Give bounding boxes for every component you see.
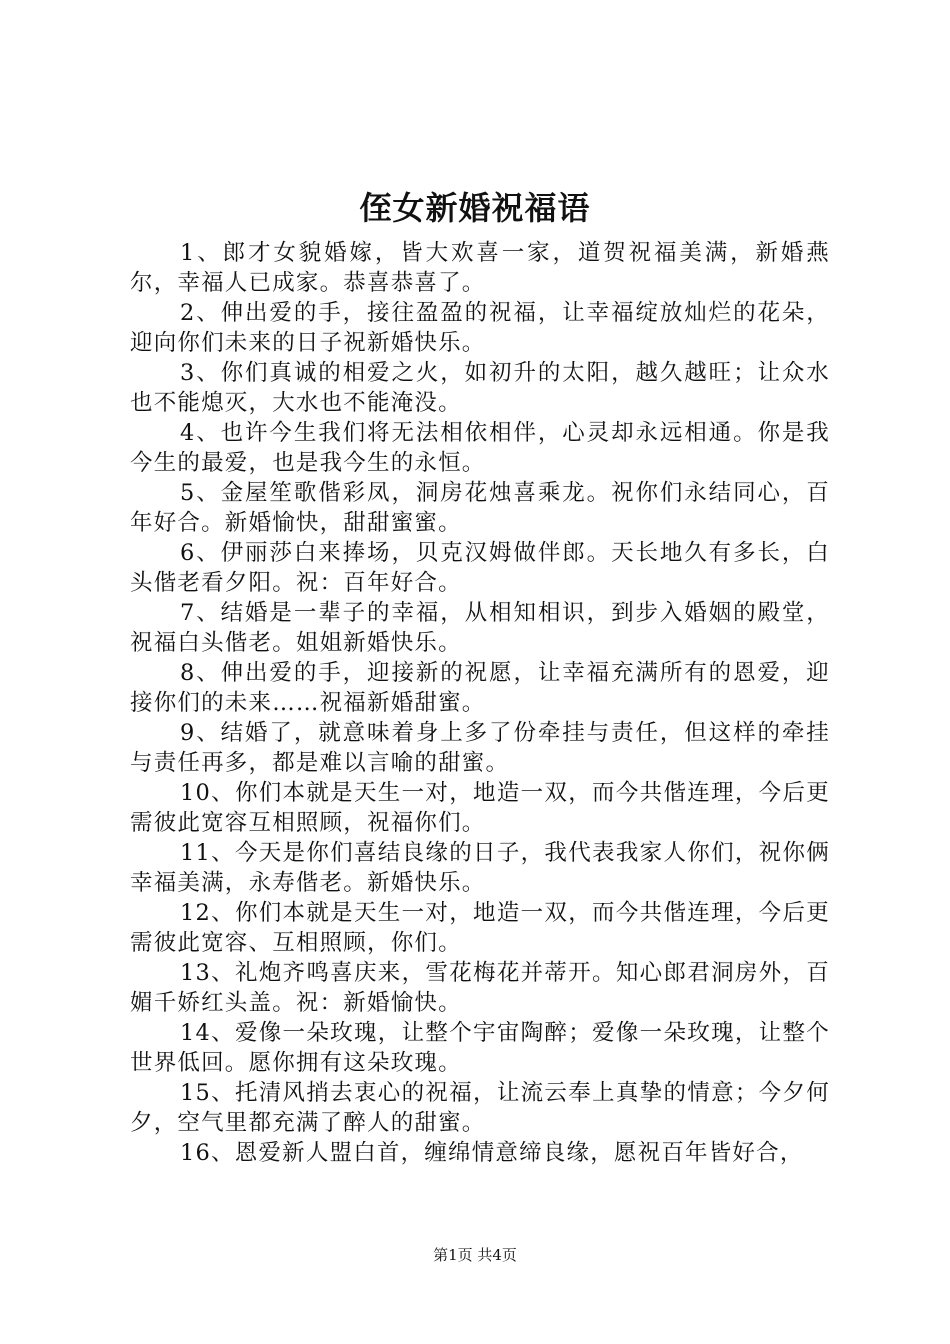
paragraph-7: 7、结婚是一辈子的幸福，从相知相识，到步入婚姻的殿堂，祝福白头偕老。姐姐新婚快乐。 — [130, 600, 830, 656]
paragraph-13: 13、礼炮齐鸣喜庆来，雪花梅花并蒂开。知心郎君洞房外，百媚千娇红头盖。祝：新婚愉快。 — [130, 960, 830, 1016]
paragraph-4: 4、也许今生我们将无法相依相伴，心灵却永远相通。你是我今生的最爱，也是我今生的永恒。 — [130, 420, 830, 476]
paragraph-12: 12、你们本就是天生一对，地造一双，而今共偕连理，今后更需彼此宽容、互相照顾，你们。 — [130, 900, 830, 956]
paragraph-8: 8、伸出爱的手，迎接新的祝愿，让幸福充满所有的恩爱，迎接你们的未来……祝福新婚甜蜜。 — [130, 660, 830, 716]
page-indicator: 第1页 共4页 — [433, 1246, 517, 1264]
paragraph-14: 14、爱像一朵玫瑰，让整个宇宙陶醉；爱像一朵玫瑰，让整个世界低回。愿你拥有这朵玫瑰。 — [130, 1020, 830, 1076]
paragraph-9: 9、结婚了，就意味着身上多了份牵挂与责任，但这样的牵挂与责任再多，都是难以言喻的甜蜜。 — [130, 720, 830, 776]
paragraph-16: 16、恩爱新人盟白首，缠绵情意缔良缘，愿祝百年皆好合， — [180, 1140, 804, 1166]
document-body — [130, 238, 830, 1168]
paragraph-5: 5、金屋笙歌偕彩凤，洞房花烛喜乘龙。祝你们永结同心，百年好合。新婚愉快，甜甜蜜蜜。 — [130, 480, 830, 536]
paragraph-15: 15、托清风捎去衷心的祝福，让流云奉上真挚的情意；今夕何夕，空气里都充满了醉人的甜蜜。 — [130, 1080, 830, 1136]
paragraph-10: 10、你们本就是天生一对，地造一双，而今共偕连理，今后更需彼此宽容互相照顾，祝福你们。 — [130, 780, 830, 836]
paragraph-1: 1、郎才女貌婚嫁，皆大欢喜一家，道贺祝福美满，新婚燕尔，幸福人已成家。恭喜恭喜了。 — [130, 240, 830, 296]
paragraph-2: 2、伸出爱的手，接往盈盈的祝福，让幸福绽放灿烂的花朵，迎向你们未来的日子祝新婚快乐。 — [130, 300, 830, 356]
document-title: 侄女新婚祝福语 — [359, 189, 591, 227]
paragraph-3: 3、你们真诚的相爱之火，如初升的太阳，越久越旺；让众水也不能熄灭，大水也不能淹没。 — [130, 360, 830, 416]
paragraph-11: 11、今天是你们喜结良缘的日子，我代表我家人你们，祝你俩幸福美满，永寿偕老。新婚快乐。 — [130, 840, 830, 896]
paragraph-6: 6、伊丽莎白来捧场，贝克汉姆做伴郎。天长地久有多长，白头偕老看夕阳。祝：百年好合。 — [130, 540, 830, 596]
